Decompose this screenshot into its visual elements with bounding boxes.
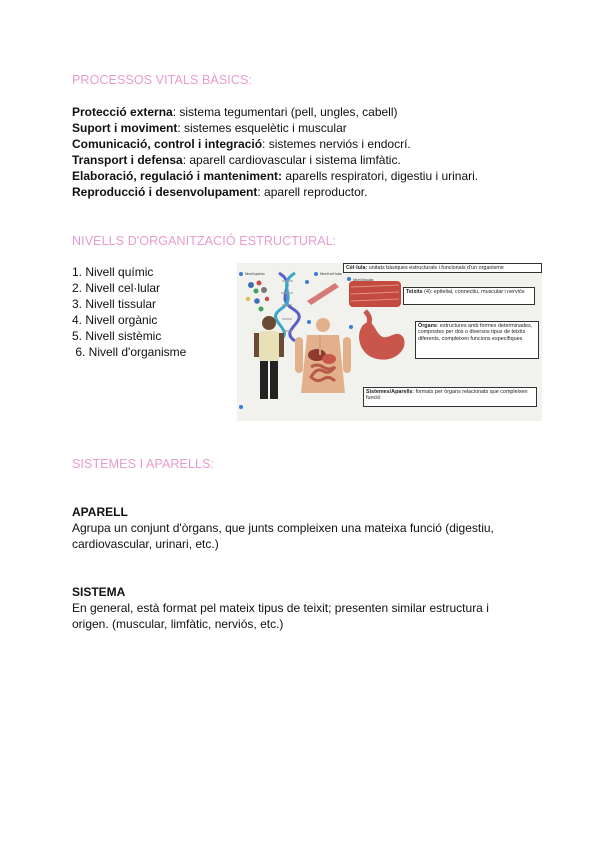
- aparell-title: APARELL: [72, 505, 128, 519]
- list-item: 3. Nivell tissular: [72, 297, 157, 311]
- cell-level-caption: Cèl·lula: unitats bàsiques estructurals i funcionals d'un organisme: [343, 263, 542, 273]
- list-item: 5. Nivell sistèmic: [72, 329, 162, 343]
- list-item: Comunicació, control i integració: sistemes nerviós i endocrí.: [72, 137, 411, 151]
- section-heading-vital-processes: PROCESSOS VITALS BÀSICS:: [72, 73, 252, 87]
- list-item: Suport i moviment: sistemes esquelètic i muscular: [72, 121, 347, 135]
- aparell-text: Agrupa un conjunt d'òrgans, que junts compleixen una mateixa funció (digestiu, cardiovascular, urinari, etc.): [72, 521, 494, 551]
- organization-levels-figure: Nivell cel·lular Nivell tissular Nivell químic Cèl·lula: unitats bàsiques estructurals i funcionals d'un organisme Teixits (4): epitelial, connectiu, muscular i nerviós Òrgans: estructures amb formes determinades, compostes per dos o diversos tipus de teixits diferents, compleixen funcions específiques Sistemes/Aparells: formats per òrgans relacionats que compleixen funció: [237, 263, 542, 421]
- list-item: Protecció externa: sistema tegumentari (pell, ungles, cabell): [72, 105, 398, 119]
- list-item: Reproducció i desenvolupament: aparell reproductor.: [72, 185, 368, 199]
- tissue-level-caption: Teixits (4): epitelial, connectiu, muscular i nerviós: [403, 287, 535, 305]
- sistema-text: En general, està format pel mateix tipus de teixit; presenten similar estructura i origen. (muscular, limfàtic, nerviós, etc.): [72, 601, 489, 631]
- organ-level-caption: Òrgans: estructures amb formes determinades, compostes per dos o diversos tipus de teixits diferents, compleixen funcions específiques: [415, 321, 539, 359]
- system-level-caption: Sistemes/Aparells: formats per òrgans relacionats que compleixen funció: [363, 387, 537, 407]
- list-item: 6. Nivell d'organisme: [72, 345, 187, 359]
- levels-list: [72, 264, 186, 360]
- section-heading-organization-levels: NIVELLS D'ORGANITZACIÓ ESTRUCTURAL:: [72, 234, 337, 248]
- list-item: Elaboració, regulació i manteniment: aparells respiratori, digestiu i urinari.: [72, 169, 479, 183]
- vital-processes-list: [72, 104, 478, 200]
- sistema-title: SISTEMA: [72, 585, 126, 599]
- list-item: 2. Nivell cel·lular: [72, 281, 161, 295]
- list-item: Transport i defensa: aparell cardiovascular i sistema limfàtic.: [72, 153, 401, 167]
- section-heading-systems: SISTEMES I APARELLS:: [72, 457, 215, 471]
- list-item: 1. Nivell químic: [72, 265, 154, 279]
- list-item: 4. Nivell orgànic: [72, 313, 158, 327]
